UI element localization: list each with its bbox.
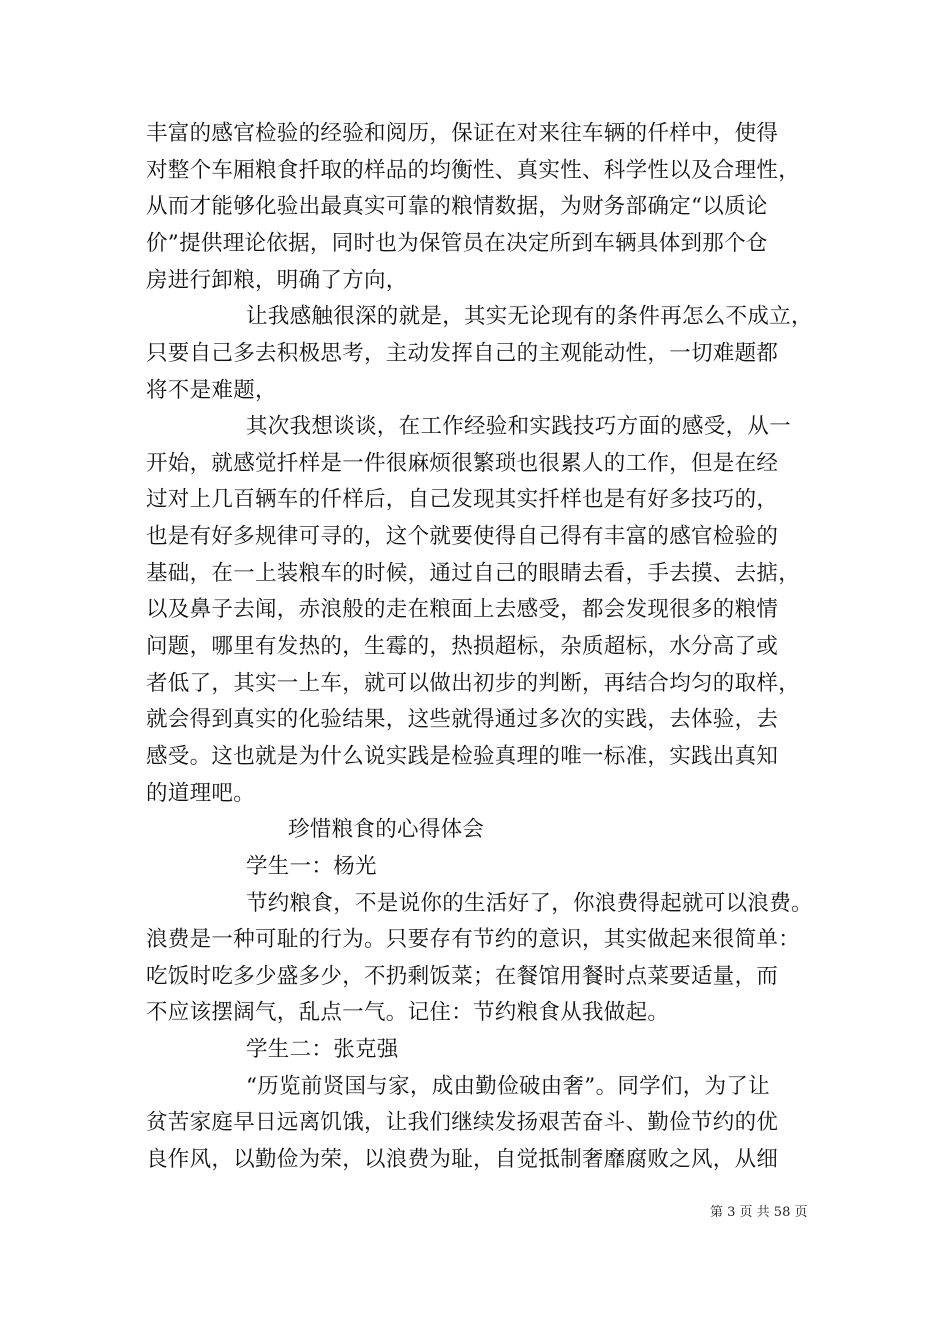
text-line: 不应该摆阔气，乱点一气。记住：节约粮食从我做起。 bbox=[146, 1000, 670, 1025]
text-line: 就会得到真实的化验结果，这些就得通过多次的实践，去体验，去 bbox=[146, 707, 779, 732]
text-line: 问题，哪里有发热的，生霉的，热损超标，杂质超标，水分高了或 bbox=[146, 634, 779, 659]
text-line: 基础，在一上装粮车的时候，通过自己的眼睛去看，手去摸、去掂， bbox=[146, 561, 801, 586]
text-line: 的道理吧。 bbox=[146, 781, 256, 806]
text-line: 开始，就感觉扦样是一件很麻烦很繁琐也很累人的工作，但是在经 bbox=[146, 451, 779, 476]
paragraph-indent-line: 让我感触很深的就是，其实无论现有的条件再怎么不成立， bbox=[246, 304, 813, 329]
paragraph-indent-line: “历览前贤国与家，成由勤俭破由奢”。同学们，为了让 bbox=[246, 1074, 770, 1099]
page-number-footer: 第 3 页 共 58 页 bbox=[710, 1205, 808, 1220]
text-line: 以及鼻子去闻，赤浪般的走在粮面上去感受，都会发现很多的粮情 bbox=[146, 597, 779, 622]
paragraph-indent-line: 其次我想谈谈，在工作经验和实践技巧方面的感受，从一 bbox=[246, 414, 792, 439]
text-line: 贫苦家庭早日远离饥饿，让我们继续发扬艰苦奋斗、勤俭节约的优 bbox=[146, 1110, 779, 1135]
student-heading: 学生一：杨光 bbox=[246, 854, 377, 879]
text-line: 将不是难题， bbox=[146, 378, 277, 403]
text-line: 浪费是一种可耻的行为。只要存有节约的意识，其实做起来很简单： bbox=[146, 927, 801, 952]
text-line: 价”提供理论依据，同时也为保管员在决定所到车辆具体到那个仓 bbox=[146, 231, 768, 256]
section-title: 珍惜粮食的心得体会 bbox=[288, 817, 485, 842]
text-line: 过对上几百辆车的仟样后，自己发现其实扦样也是有好多技巧的， bbox=[146, 487, 779, 512]
text-line: 良作风，以勤俭为荣，以浪费为耻，自觉抵制奢靡腐败之风，从细 bbox=[146, 1147, 779, 1172]
text-line: 房进行卸粮，明确了方向， bbox=[146, 268, 408, 293]
text-line: 也是有好多规律可寻的，这个就要使得自己得有丰富的感官检验的 bbox=[146, 524, 779, 549]
text-line: 吃饭时吃多少盛多少，不扔剩饭菜；在餐馆用餐时点菜要适量，而 bbox=[146, 964, 779, 989]
text-line: 从而才能够化验出最真实可靠的粮情数据，为财务部确定“以质论 bbox=[146, 194, 768, 219]
text-line: 丰富的感官检验的经验和阅历，保证在对来往车辆的仟样中，使得 bbox=[146, 121, 779, 146]
text-line: 对整个车厢粮食扦取的样品的均衡性、真实性、科学性以及合理性， bbox=[146, 158, 801, 183]
student-heading: 学生二：张克强 bbox=[246, 1037, 399, 1062]
text-line: 感受。这也就是为什么说实践是检验真理的唯一标准，实践出真知 bbox=[146, 744, 779, 769]
paragraph-indent-line: 节约粮食，不是说你的生活好了，你浪费得起就可以浪费。 bbox=[246, 891, 813, 916]
text-line: 者低了，其实一上车，就可以做出初步的判断，再结合均匀的取样， bbox=[146, 671, 801, 696]
text-line: 只要自己多去积极思考，主动发挥自己的主观能动性，一切难题都 bbox=[146, 341, 779, 366]
